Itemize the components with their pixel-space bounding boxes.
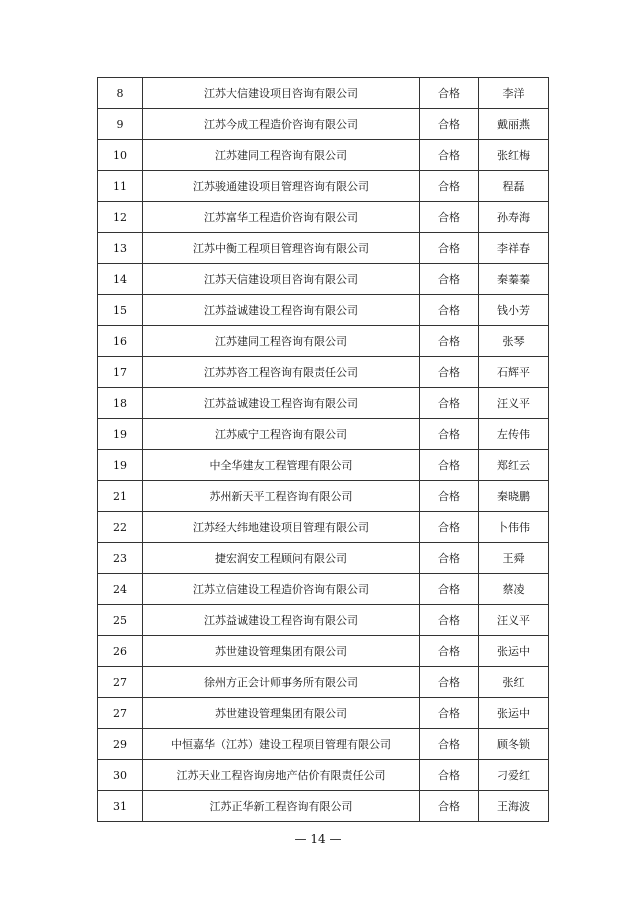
company-cell: 江苏骏通建设项目管理咨询有限公司 [143,171,420,202]
company-cell: 江苏建同工程咨询有限公司 [143,140,420,171]
person-name-cell: 张红梅 [479,140,549,171]
table-row [98,543,549,574]
company-cell: 中恒嘉华（江苏）建设工程项目管理有限公司 [143,729,420,760]
result-cell: 合格 [420,605,479,636]
table-row [98,450,549,481]
person-name-cell: 卜伟伟 [479,512,549,543]
company-cell: 江苏天信建设项目咨询有限公司 [143,264,420,295]
qualification-table [97,77,549,822]
table-row [98,574,549,605]
table-row [98,295,549,326]
result-cell: 合格 [420,78,479,109]
row-number-cell: 10 [98,140,143,171]
person-name-cell: 李洋 [479,78,549,109]
company-cell: 江苏益诚建设工程咨询有限公司 [143,388,420,419]
company-cell: 江苏大信建设项目咨询有限公司 [143,78,420,109]
row-number-cell: 29 [98,729,143,760]
person-name-cell: 张红 [479,667,549,698]
person-name-cell: 程磊 [479,171,549,202]
row-number-cell: 27 [98,698,143,729]
company-cell: 苏州新天平工程咨询有限公司 [143,481,420,512]
result-cell: 合格 [420,233,479,264]
company-cell: 江苏建同工程咨询有限公司 [143,326,420,357]
person-name-cell: 戴丽燕 [479,109,549,140]
table-row [98,791,549,822]
company-cell: 中全华建友工程管理有限公司 [143,450,420,481]
result-cell: 合格 [420,295,479,326]
result-cell: 合格 [420,388,479,419]
result-cell: 合格 [420,326,479,357]
person-name-cell: 张运中 [479,698,549,729]
result-cell: 合格 [420,109,479,140]
row-number-cell: 11 [98,171,143,202]
table-row [98,512,549,543]
row-number-cell: 8 [98,78,143,109]
person-name-cell: 李祥春 [479,233,549,264]
table-row [98,605,549,636]
page-number: — 14 — [294,832,342,846]
table-row [98,760,549,791]
person-name-cell: 顾冬锁 [479,729,549,760]
result-cell: 合格 [420,543,479,574]
table-row [98,140,549,171]
table-row [98,419,549,450]
row-number-cell: 14 [98,264,143,295]
person-name-cell: 蔡凌 [479,574,549,605]
person-name-cell: 秦晓鹏 [479,481,549,512]
result-cell: 合格 [420,202,479,233]
table-row [98,109,549,140]
company-cell: 苏世建设管理集团有限公司 [143,636,420,667]
company-cell: 江苏今成工程造价咨询有限公司 [143,109,420,140]
result-cell: 合格 [420,698,479,729]
result-cell: 合格 [420,791,479,822]
person-name-cell: 汪义平 [479,388,549,419]
row-number-cell: 22 [98,512,143,543]
row-number-cell: 27 [98,667,143,698]
row-number-cell: 23 [98,543,143,574]
row-number-cell: 15 [98,295,143,326]
person-name-cell: 石辉平 [479,357,549,388]
company-cell: 江苏正华新工程咨询有限公司 [143,791,420,822]
person-name-cell: 左传伟 [479,419,549,450]
row-number-cell: 9 [98,109,143,140]
person-name-cell: 汪义平 [479,605,549,636]
person-name-cell: 刁爱红 [479,760,549,791]
result-cell: 合格 [420,729,479,760]
company-cell: 徐州方正会计师事务所有限公司 [143,667,420,698]
company-cell: 江苏威宁工程咨询有限公司 [143,419,420,450]
row-number-cell: 31 [98,791,143,822]
row-number-cell: 19 [98,450,143,481]
row-number-cell: 26 [98,636,143,667]
row-number-cell: 19 [98,419,143,450]
result-cell: 合格 [420,357,479,388]
person-name-cell: 孙寿海 [479,202,549,233]
table-row [98,667,549,698]
table-row [98,357,549,388]
row-number-cell: 13 [98,233,143,264]
table-row [98,264,549,295]
row-number-cell: 30 [98,760,143,791]
table-row [98,729,549,760]
person-name-cell: 张运中 [479,636,549,667]
result-cell: 合格 [420,512,479,543]
table-row [98,481,549,512]
company-cell: 江苏中衡工程项目管理咨询有限公司 [143,233,420,264]
result-cell: 合格 [420,760,479,791]
table-row [98,202,549,233]
company-cell: 江苏益诚建设工程咨询有限公司 [143,295,420,326]
company-cell: 江苏益诚建设工程咨询有限公司 [143,605,420,636]
result-cell: 合格 [420,481,479,512]
table-row [98,636,549,667]
row-number-cell: 21 [98,481,143,512]
result-cell: 合格 [420,140,479,171]
row-number-cell: 18 [98,388,143,419]
result-cell: 合格 [420,171,479,202]
row-number-cell: 17 [98,357,143,388]
person-name-cell: 郑红云 [479,450,549,481]
result-cell: 合格 [420,450,479,481]
person-name-cell: 钱小芳 [479,295,549,326]
row-number-cell: 16 [98,326,143,357]
row-number-cell: 12 [98,202,143,233]
result-cell: 合格 [420,419,479,450]
company-cell: 江苏经大纬地建设项目管理有限公司 [143,512,420,543]
table-row [98,388,549,419]
result-cell: 合格 [420,264,479,295]
table-row [98,171,549,202]
company-cell: 江苏天业工程咨询房地产估价有限责任公司 [143,760,420,791]
company-cell: 捷宏润安工程顾问有限公司 [143,543,420,574]
result-cell: 合格 [420,636,479,667]
company-cell: 江苏立信建设工程造价咨询有限公司 [143,574,420,605]
table-body [98,78,549,822]
company-cell: 江苏富华工程造价咨询有限公司 [143,202,420,233]
row-number-cell: 25 [98,605,143,636]
result-cell: 合格 [420,574,479,605]
person-name-cell: 王舜 [479,543,549,574]
company-cell: 江苏苏咨工程咨询有限责任公司 [143,357,420,388]
table-row [98,78,549,109]
person-name-cell: 秦蓁蓁 [479,264,549,295]
table-row [98,326,549,357]
result-cell: 合格 [420,667,479,698]
company-cell: 苏世建设管理集团有限公司 [143,698,420,729]
person-name-cell: 王海波 [479,791,549,822]
table-row [98,698,549,729]
table-row [98,233,549,264]
person-name-cell: 张琴 [479,326,549,357]
row-number-cell: 24 [98,574,143,605]
